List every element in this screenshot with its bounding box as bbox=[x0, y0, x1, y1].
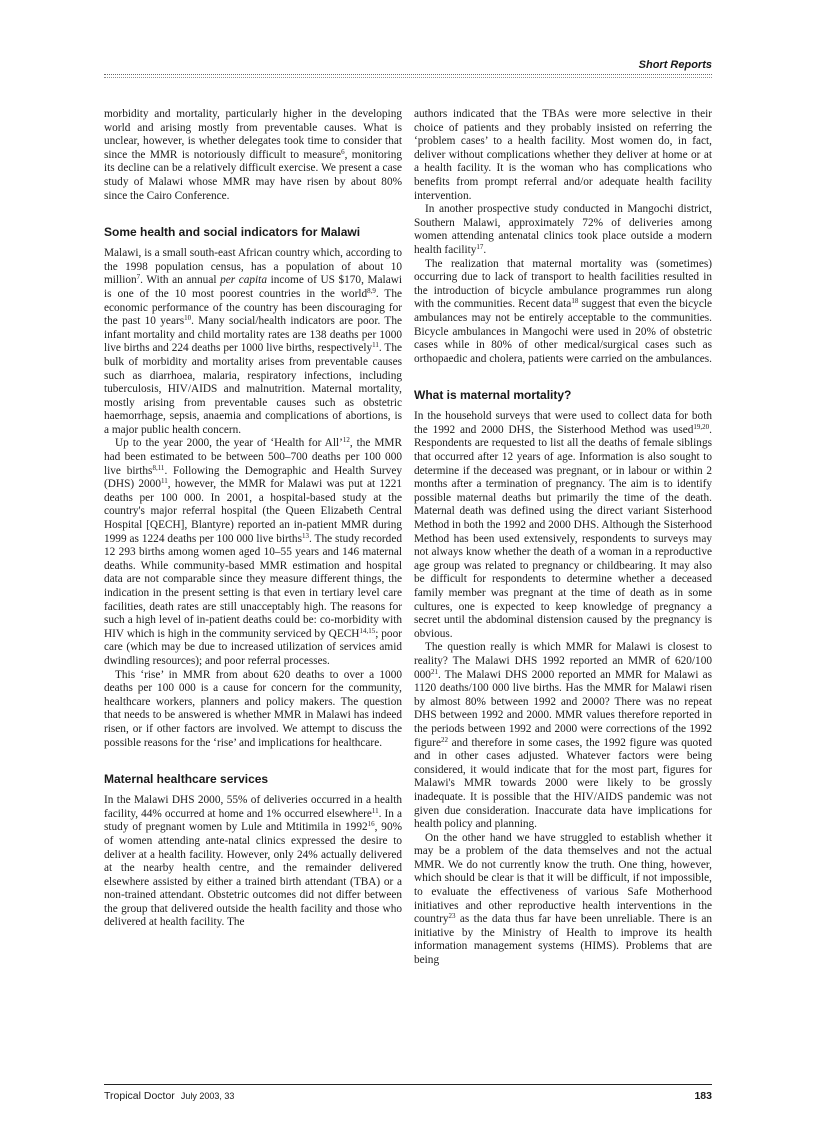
section-heading: Some health and social indicators for Malawi bbox=[104, 225, 361, 240]
footer-divider bbox=[104, 1084, 712, 1085]
right-column bbox=[414, 108, 712, 968]
paragraph: In the Malawi DHS 2000, 55% of deliveries occurred in a health facility, 44% occurred at home and 1% occurred elsewhere$^{11}$. In a study of pregnant women by Lule and Mtitimila in 1992$^{16}$, 90% of women attending ante-natal clinics expressed the desire to deliver at a health facility. However, only 24% actually delivered at the nearby health centre, and the remainder delivered elsewhere assisted by either a trained birth attendant (TBA) or a non-trained attendant. Obstetric outcomes did not differ between the group that delivered outside the health facility and those who delivered at health facility. The bbox=[104, 794, 402, 929]
paragraph: On the other hand we have struggled to establish whether it may be a problem of the data themselves and not the actual MMR. We do not currently know the truth. One thing, however, which should be clear is that it will be difficult, if not impossible, to evaluate the effectiveness of various Safe Motherhood initiatives and other reproductive health interventions in the country$^{23}$ as the data thus far have been unreliable. There is an initiative by the Ministry of Health to improve its health information management systems (HIMS). Problems that are being bbox=[414, 831, 712, 967]
section-heading: What is maternal mortality? bbox=[414, 388, 572, 403]
footer-journal: Tropical Doctor July 2003, 33 bbox=[104, 1090, 235, 1102]
paragraph: Malawi, is a small south-east African country which, according to the 1998 population census, has a population of about 10 million$^7$. With an annual per capita income of US $170, Malawi is one of the 10 most poorest countries in the world$^{8,9}$. The economic performance of the country has been discouraging for the past 10 years$^{10}$. Many social/health indicators are poor. The infant mortality and child mortality rates are 138 deaths per 1000 live births and 224 deaths per 1000 live births, respectively$^{11}$. The bulk of morbidity and mortality arises from preventable causes such as diarrhoea, malaria, respiratory infections, including tuberculosis, HIV/AIDS and malnutrition. Maternal mortality, mostly arising from preventable causes such as obstetric haemorrhage, sepsis, anaemia and complications of abortions, is a major public health concern. bbox=[104, 247, 403, 436]
paragraph: In the household surveys that were used to collect data for both the 1992 and 2000 DHS, the Sisterhood Method was used$^{19,20}$. Respondents are requested to list all the deaths of female siblings that occurred after 12 years of age. Information is also sought to determine if the deceased was pregnant, or in labour or within 2 months after a termination of pregnancy. The aim is to identify possible maternal deaths but primarily the time of the death. Maternal death was defined using the direct variant Sisterhood Method in both the 1992 and 2000 DHS. Although the Sisterhood Method has been used extensively, respondents to surveys may not always know whether the death of a woman in a reproductive age group was related to pregnancy or childbearing. It may also be difficult for respondents to determine whether a deceased family member was pregnant at the time of death as in some cultures, one is expected to keep knowledge of pregnancy a secret until the abdominal distension caused by the pregnancy is obvious. bbox=[414, 410, 712, 640]
section-heading: Maternal healthcare services bbox=[104, 772, 269, 787]
paragraph: The realization that maternal mortality was (sometimes) occurring due to lack of transport to health facilities resulted in the introduction of bicycle ambulance programmes run along with the communities. Recent data$^{18}$ suggest that even the bicycle ambulances may not be entirely acceptable to the communities. Bicycle ambulances in Mangochi were used in 20% of obstetric cases while in 80% of other medical/surgical cases such as orthopaedic and cholera, patients were carried on the ambulances. bbox=[414, 257, 712, 365]
paragraph: In another prospective study conducted in Mangochi district, Southern Malawi, approximately 72% of deliveries among women attending antenatal clinics took place outside a modern health facility$^{17}$. bbox=[414, 203, 712, 256]
paragraph: authors indicated that the TBAs were more selective in their choice of patients and they probably insisted on referring the ‘problem cases’ to a health facility. Most women do, in fact, deliver without complications whether they deliver at home or at a health facility. It is the woman who has complications who benefits from prompt referral and/or adequate health facility intervention. bbox=[414, 108, 712, 202]
header-divider bbox=[104, 74, 712, 78]
paragraph: The question really is which MMR for Malawi is closest to reality? The Malawi DHS 1992 reported an MMR of 620/100 $000^{21}$. The Malawi DHS 2000 reported an MMR for Malawi as 1120 deaths/100 000 live births. Has the MMR for Malawi risen by almost 80% between 1992 and 2000? There was no repeat DHS between 1992 and 2000. MMR values therefore reported in the periods between 1992 and 2000 were corrections of the 1992 figure$^{22}$ and therefore in some cases, the 1992 figure was quoted and in other cases adjusted. Whatever factors were being considered, it would indicate that for the most part, figures for Malawi's MMR towards 2000 were likely to be grossly inadequate. It is possible that the HIV/AIDS pandemic was not given due consideration. Inaccurate data have implications for health policy and planning. bbox=[414, 641, 712, 831]
section-label: Short Reports bbox=[638, 59, 712, 71]
paragraph: morbidity and mortality, particularly higher in the developing world and arising mostly from preventable causes. What is unclear, however, is whether delegates took time to consider that since the MMR is notoriously difficult to measure$^6$, monitoring its decline can be a relatively difficult exercise. We present a case study of Malawi whose MMR may have risen by about 80% since the Cairo Conference. bbox=[104, 108, 402, 202]
left-column bbox=[104, 108, 402, 930]
paragraph: Up to the year 2000, the year of ‘Health for All’$^{12}$, the MMR had been estimated to be between 500–700 deaths per 100 000 live births$^{8,11}$. Following the Demographic and Health Survey (DHS) 2000$^{11}$, however, the MMR for Malawi was put at 1221 deaths per 100 000. In 2001, a hospital-based study at the country's major referral hospital (the Queen Elizabeth Central Hospital [QECH], Blantyre) reported an in-patient MMR during 1999 as 1224 deaths per 100 000 live births$^{13}$. The study recorded 12 293 births among women aged 10–55 years and 146 maternal deaths. While community-based MMR estimation and hospital data are not comparable since they measure different things, the indication in the present setting is that even in tertiary level care facilities, death rates are still unacceptably high. The reasons for such a high level of in-patient deaths could be: co-morbidity with HIV which is high in the community serviced by QECH$^{14,15}$; poor care (which may be due to increased utilization of services amid dwindling resources); and poor referral processes. bbox=[104, 436, 402, 667]
footer-issue: July 2003, 33 bbox=[180, 1091, 235, 1101]
paragraph: This ‘rise’ in MMR from about 620 deaths to over a 1000 deaths per 100 000 is a cause for concern for the community, healthcare workers, planners and policy makers. The question that needs to be answered is whether MMR in Malawi has indeed risen, or if other factors are involved. We attempt to discuss the possible reasons for the ‘rise’ and implications for healthcare. bbox=[104, 668, 402, 749]
page-number: 183 bbox=[694, 1090, 712, 1102]
